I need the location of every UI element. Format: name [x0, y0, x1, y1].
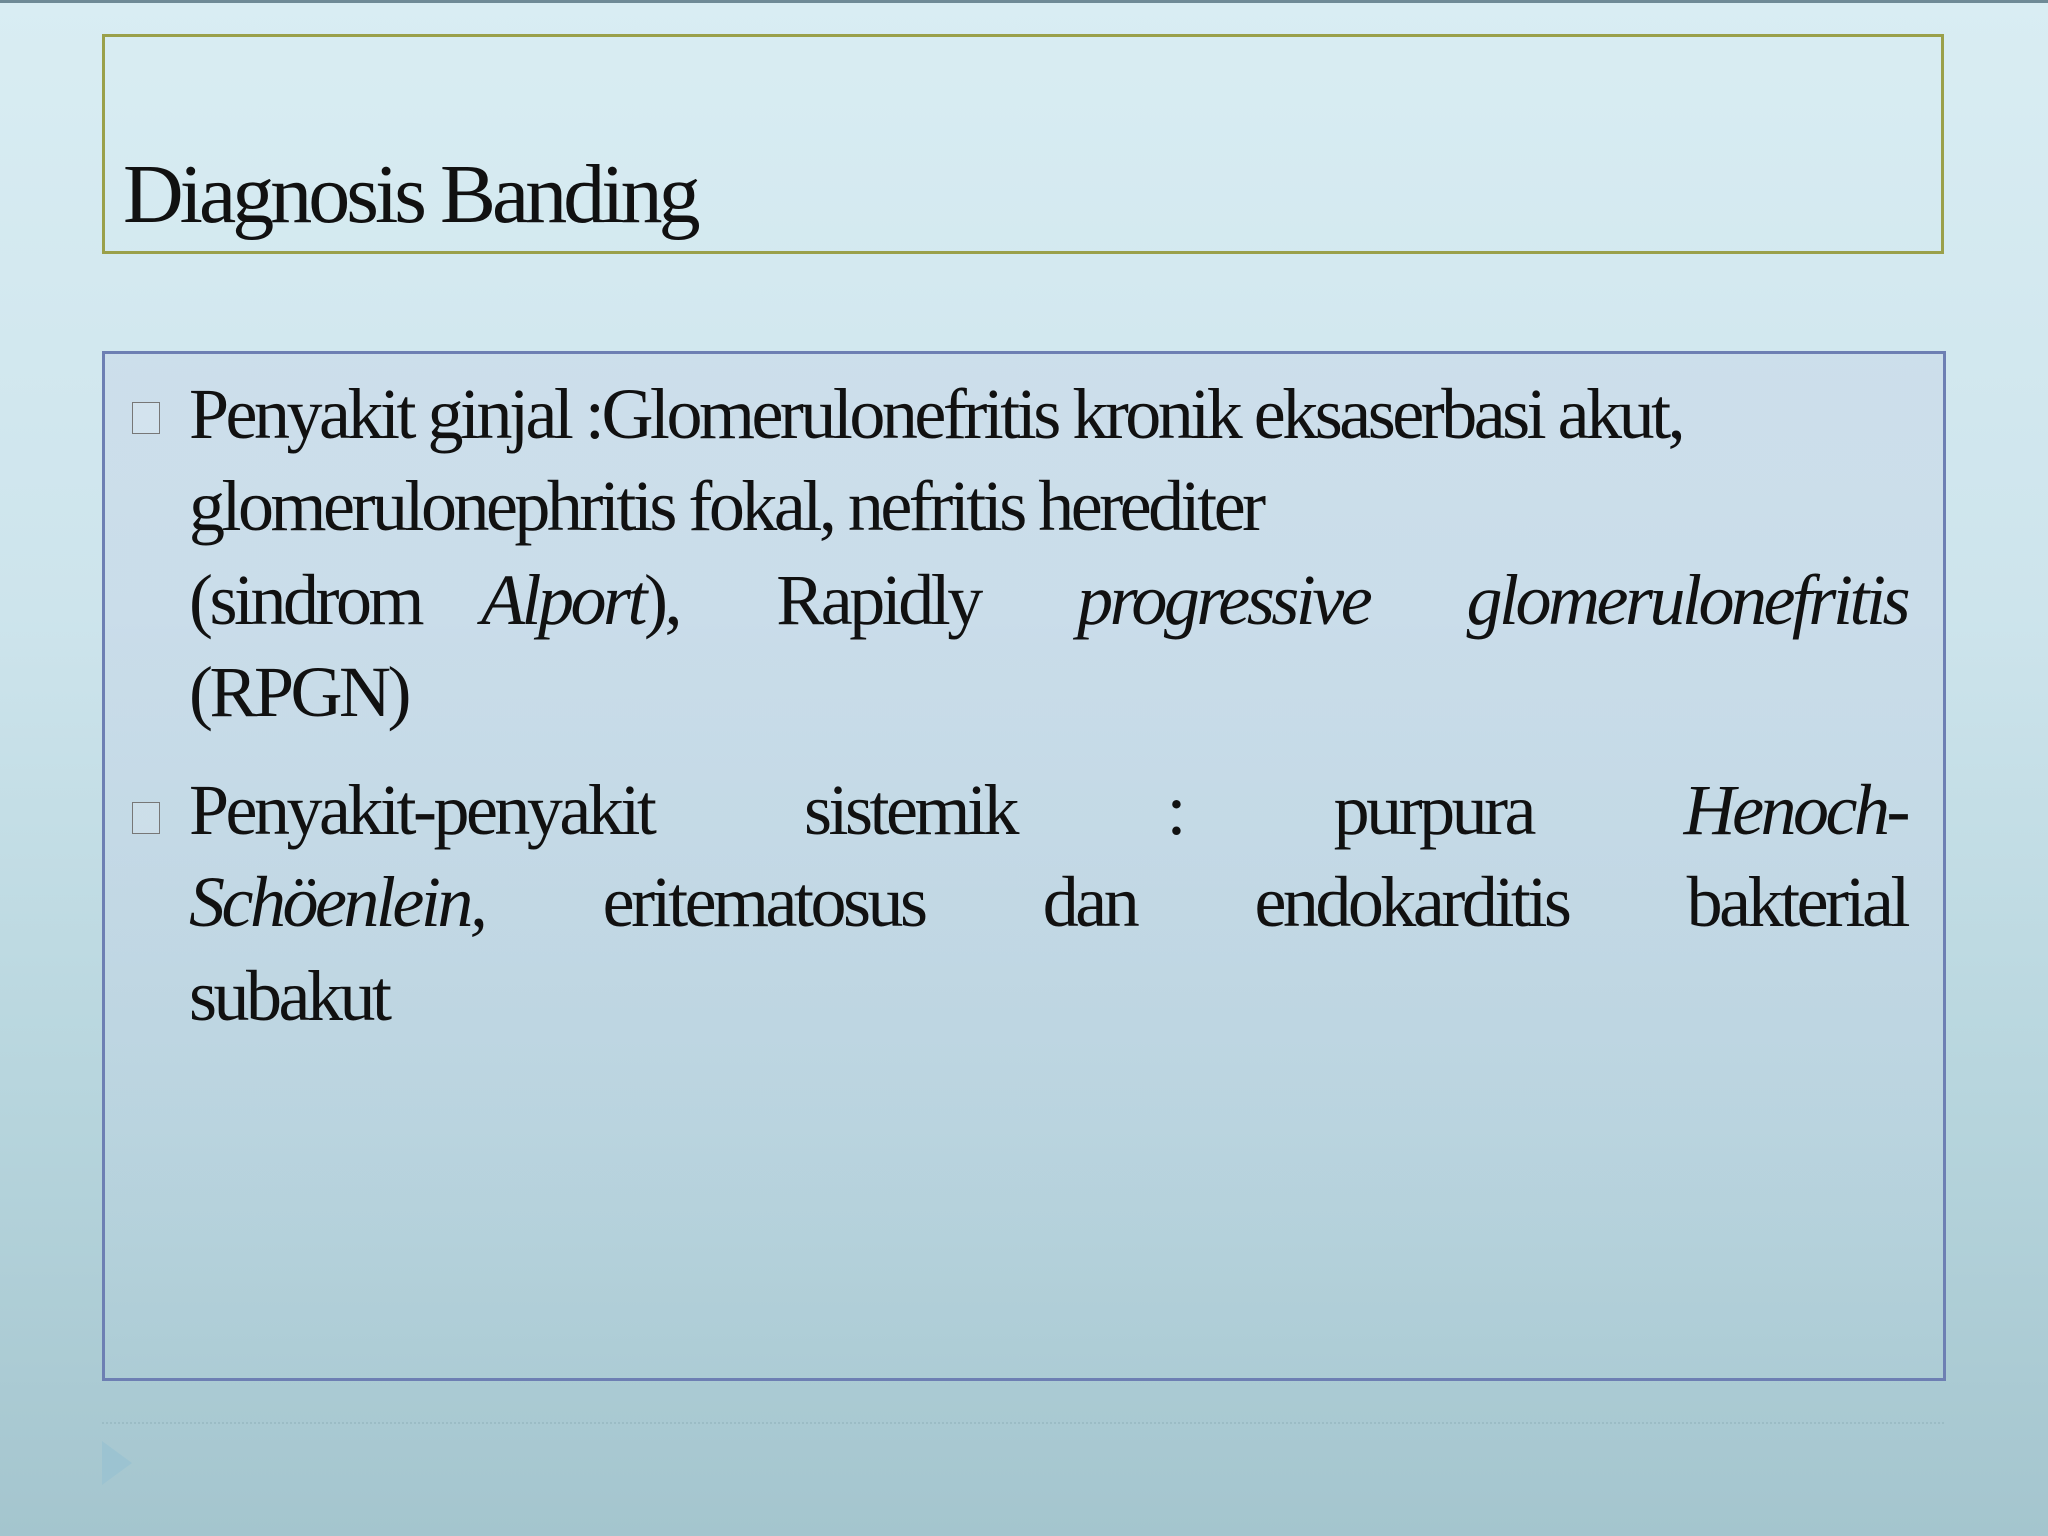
line-segment: Henoch-	[1683, 770, 1907, 850]
bullet-1-line-3	[189, 554, 1907, 646]
line-segment: Penyakit-penyakit	[189, 770, 654, 850]
line-segment: (sindrom Alport),	[189, 560, 679, 640]
footer-divider	[102, 1422, 1944, 1424]
play-arrow-icon[interactable]	[102, 1441, 132, 1485]
slide-title: Diagnosis Banding	[123, 148, 697, 241]
bullet-1-line-4: (RPGN)	[189, 652, 409, 732]
bullet-2-line-1	[189, 764, 1907, 856]
line-segment: eritematosus	[602, 862, 925, 942]
line-segment: progressive	[1077, 560, 1370, 640]
line-segment: dan	[1042, 862, 1137, 942]
bullet-1-line-2: glomerulonephritis fokal, nefritis herediter	[189, 466, 1263, 546]
line-segment: purpura	[1333, 770, 1534, 850]
square-bullet-icon	[132, 402, 160, 434]
line-segment: bakterial	[1686, 862, 1907, 942]
content-placeholder	[102, 351, 1946, 1381]
square-bullet-icon	[132, 802, 160, 834]
line-segment: :	[1166, 770, 1184, 850]
line-segment: sistemik	[803, 770, 1016, 850]
bullet-2-line-3: subakut	[189, 956, 389, 1036]
bullet-1-line-1: Penyakit ginjal :Glomerulonefritis kronik eksaserbasi akut,	[189, 374, 1683, 454]
title-placeholder	[102, 34, 1944, 254]
bullet-2-line-2	[189, 856, 1907, 948]
top-rule	[0, 0, 2048, 3]
line-segment: Rapidly	[776, 560, 980, 640]
line-segment: Schöenlein,	[189, 862, 485, 942]
line-segment: endokarditis	[1254, 862, 1569, 942]
line-segment: glomerulonefritis	[1466, 560, 1907, 640]
